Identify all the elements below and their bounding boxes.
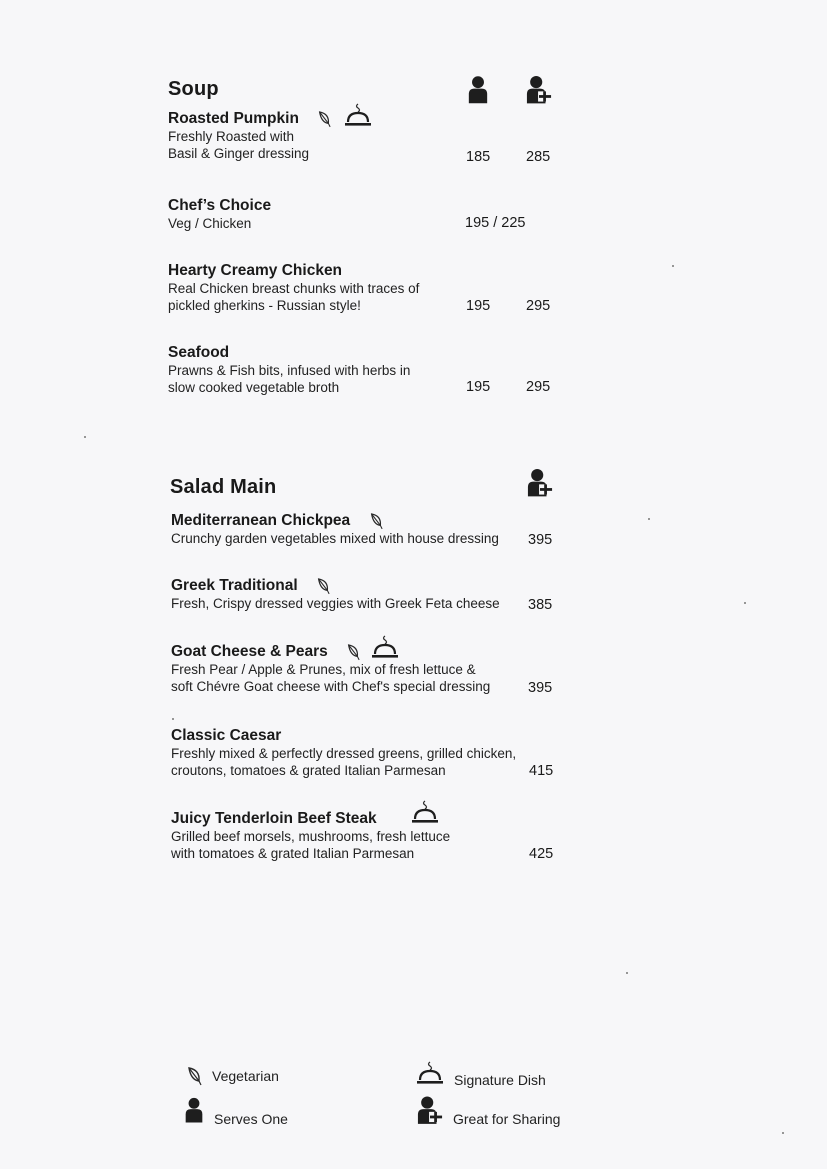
person-icon xyxy=(467,75,489,104)
salad-section-title: Salad Main xyxy=(170,476,277,498)
cloche-icon xyxy=(416,1060,444,1086)
price: 425 xyxy=(529,846,554,862)
leaf-icon xyxy=(316,577,330,595)
speck xyxy=(672,265,674,267)
speck xyxy=(626,972,628,974)
item-name: Mediterranean Chickpea xyxy=(171,512,351,529)
item-name: Juicy Tenderloin Beef Steak xyxy=(171,810,377,827)
price-sharing: 295 xyxy=(526,298,551,314)
price-sharing: 295 xyxy=(526,379,551,395)
menu-item-chefs-choice xyxy=(168,197,271,232)
speck xyxy=(782,1132,784,1134)
leaf-icon xyxy=(186,1066,202,1086)
cloche-icon xyxy=(371,635,399,659)
item-description: Freshly mixed & perfectly dressed greens, grilled chicken, croutons, tomatoes & grated Italian Parmesan xyxy=(171,746,517,779)
menu-item-mediterranean-chickpea xyxy=(171,512,499,547)
leaf-icon xyxy=(317,110,331,128)
speck xyxy=(744,602,746,604)
cloche-icon xyxy=(411,800,439,824)
person-icon xyxy=(184,1096,204,1124)
legend-great-for-sharing: Great for Sharing xyxy=(417,1093,560,1127)
price-serves-one: 195 xyxy=(466,298,491,314)
menu-item-classic-caesar xyxy=(171,727,516,779)
menu-item-goat-cheese-pears xyxy=(171,643,490,695)
item-name: Greek Traditional xyxy=(171,577,298,594)
price: 395 xyxy=(528,532,553,548)
cloche-icon xyxy=(344,103,372,127)
person-plus-icon xyxy=(527,468,553,497)
person-plus-icon xyxy=(526,75,552,104)
item-description: Prawns & Fish bits, infused with herbs in slow cooked vegetable broth xyxy=(168,363,411,396)
legend-signature-dish: Signature Dish xyxy=(416,1058,546,1088)
item-name: Roasted Pumpkin xyxy=(168,110,299,127)
item-name: Classic Caesar xyxy=(171,727,282,744)
menu-item-hearty-creamy-chicken xyxy=(168,262,419,314)
speck xyxy=(84,436,86,438)
item-description: Real Chicken breast chunks with traces of pickled gherkins - Russian style! xyxy=(168,281,420,314)
soup-section-title: Soup xyxy=(168,78,219,100)
price: 395 xyxy=(528,680,553,696)
price-serves-one: 195 xyxy=(466,379,491,395)
legend-vegetarian: Vegetarian xyxy=(186,1066,279,1086)
menu-item-seafood xyxy=(168,344,410,396)
item-description: Crunchy garden vegetables mixed with house dressing xyxy=(171,531,499,547)
menu-item-roasted-pumpkin xyxy=(168,110,372,162)
speck xyxy=(648,518,650,520)
legend-serves-one: Serves One xyxy=(184,1093,288,1127)
leaf-icon xyxy=(346,643,360,661)
item-description: Grilled beef morsels, mushrooms, fresh lettuce with tomatoes & grated Italian Parmesan xyxy=(171,829,451,862)
item-description: Freshly Roasted with Basil & Ginger dressing xyxy=(168,129,310,162)
speck xyxy=(172,718,174,720)
item-name: Hearty Creamy Chicken xyxy=(168,262,343,279)
item-description: Veg / Chicken xyxy=(168,216,252,232)
menu-item-greek-traditional xyxy=(171,577,500,612)
leaf-icon xyxy=(369,512,383,530)
price: 415 xyxy=(529,763,554,779)
item-description: Fresh Pear / Apple & Prunes, mix of fresh lettuce & soft Chévre Goat cheese with Chef's special dressing xyxy=(171,662,491,695)
menu-item-juicy-tenderloin-beef-steak xyxy=(171,810,450,862)
item-name: Goat Cheese & Pears xyxy=(171,643,328,660)
item-name: Seafood xyxy=(168,344,230,361)
item-name: Chef’s Choice xyxy=(168,197,272,214)
person-plus-icon xyxy=(417,1096,443,1124)
item-description: Fresh, Crispy dressed veggies with Greek Feta cheese xyxy=(171,596,500,612)
price: 385 xyxy=(528,597,553,613)
price-sharing: 285 xyxy=(526,149,551,165)
price-serves-one: 185 xyxy=(466,149,491,165)
price-combined: 195 / 225 xyxy=(465,215,526,231)
